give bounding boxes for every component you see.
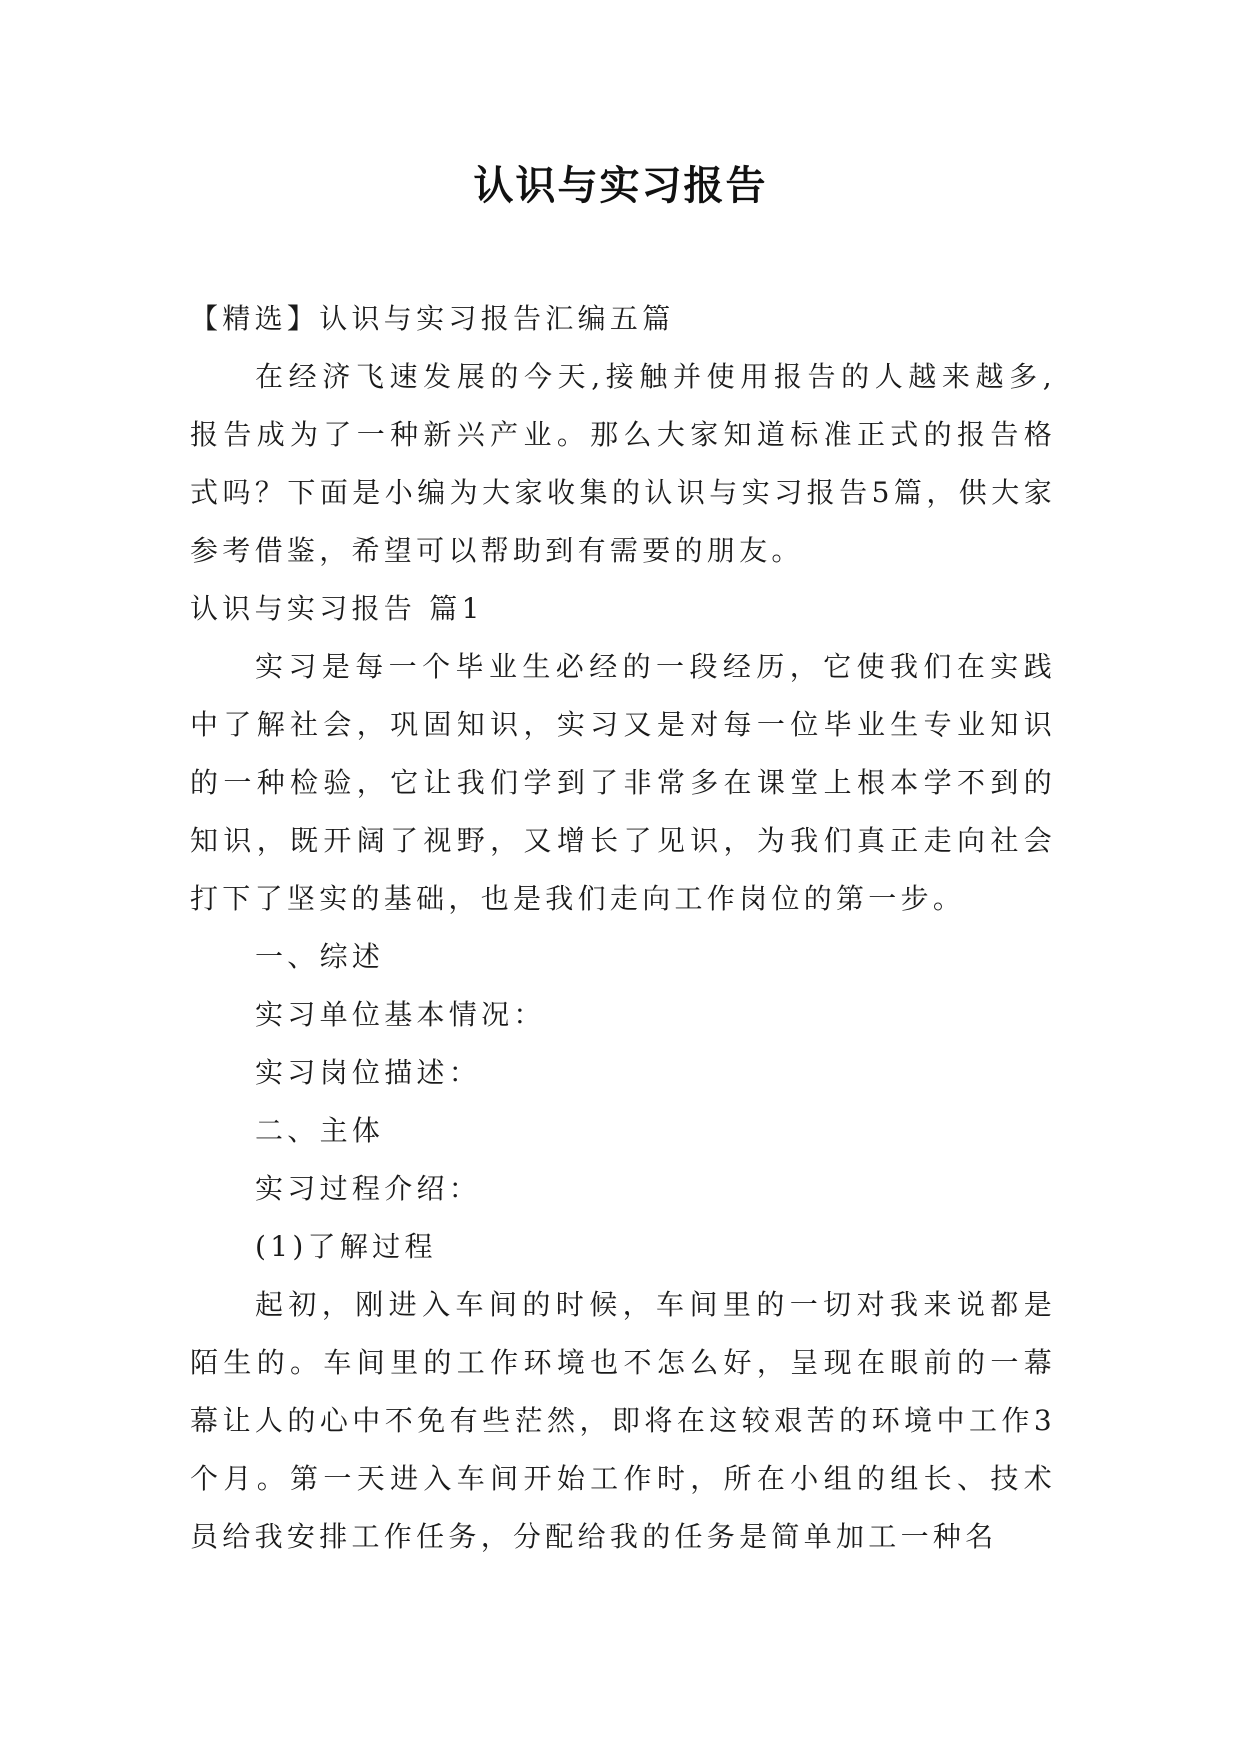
paragraph-internship-overview: 实习是每一个毕业生必经的一段经历，它使我们在实践中了解社会，巩固知识，实习又是对每一位毕业生专业知识的一种检验，它让我们学到了非常多在课堂上根本学不到的知识，既开阔了视野，又增长了见识，为我们真正走向社会打下了坚实的基础，也是我们走向工作岗位的第一步。: [190, 650, 1056, 915]
document-title: 认识与实习报告: [473, 162, 768, 209]
label-unit-basics: 实习单位基本情况：: [255, 998, 546, 1031]
paragraph-workshop-start: 起初，刚进入车间的时候，车间里的一切对我来说都是陌生的。车间里的工作环境也不怎么好，呈现在眼前的一幕幕让人的心中不免有些茫然，即将在这较艰苦的环境中工作3个月。第一天进入车间开始工作时，所在小组的组长、技术员给我安排工作任务，分配给我的任务是简单加工一种名: [190, 1288, 1056, 1553]
paragraph-intro: 在经济飞速发展的今天,接触并使用报告的人越来越多,报告成为了一种新兴产业。那么大家知道标准正式的报告格式吗？下面是小编为大家收集的认识与实习报告5篇，供大家参考借鉴，希望可以帮助到有需要的朋友。: [190, 360, 1056, 567]
label-process-intro: 实习过程介绍：: [255, 1172, 482, 1205]
label-position-description: 实习岗位描述：: [255, 1056, 482, 1089]
paragraph-subtitle: 【精选】认识与实习报告汇编五篇: [190, 302, 675, 335]
subheading-understanding-process: (1)了解过程: [255, 1230, 437, 1263]
section-heading-summary: 一、综述: [255, 940, 385, 973]
section-heading-part-1: 认识与实习报告 篇1: [190, 592, 484, 625]
document-body: [190, 290, 1056, 1566]
section-heading-main: 二、主体: [255, 1114, 385, 1147]
